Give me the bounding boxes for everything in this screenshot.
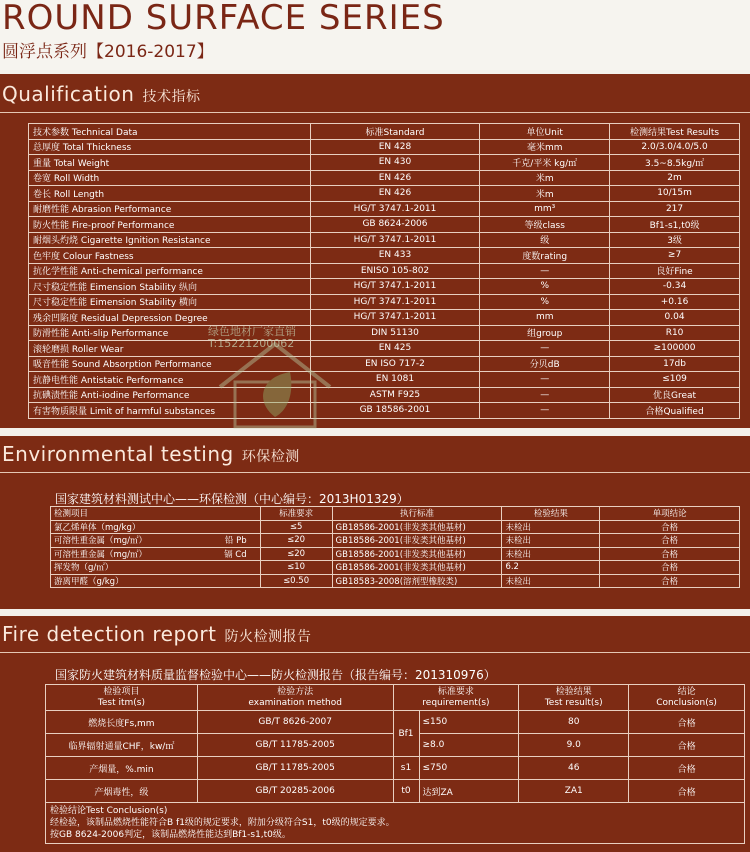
qualification-cell: 滚轮磨损 Roller Wear	[29, 341, 311, 357]
qualification-cell: mm³	[480, 201, 610, 217]
qualification-row	[29, 170, 740, 186]
fire-header-en: examination method	[248, 697, 342, 708]
fire-header-cn: 标准要求	[437, 686, 474, 697]
qualification-cell: 耐磨性能 Abrasion Performance	[29, 201, 311, 217]
qualification-title	[2, 82, 200, 106]
qualification-cell: HG/T 3747.1-2011	[310, 201, 480, 217]
watermark-line: T:15221200062	[208, 337, 295, 350]
qualification-cell: EN 430	[310, 155, 480, 171]
qualification-cell: —	[480, 372, 610, 388]
qualification-cell: 抗化学性能 Anti-chemical performance	[29, 263, 311, 279]
environmental-header-cell: 标准要求	[260, 507, 332, 521]
fire-title	[2, 622, 311, 646]
qualification-row	[29, 294, 740, 310]
environmental-cell: 合格	[600, 520, 740, 534]
qualification-cell: 优良Great	[610, 387, 740, 403]
qualification-row	[29, 341, 740, 357]
qualification-cell: GB 18586-2001	[310, 403, 480, 419]
fire-header-cell	[629, 685, 745, 711]
qualification-cell: GB 8624-2006	[310, 217, 480, 233]
qualification-row	[29, 403, 740, 419]
fire-conclusion-line: 按GB 8624-2006判定，该制品燃烧性能达到Bf1-s1,t0级。	[50, 830, 291, 840]
environmental-item: 游离甲醛（g/kg）	[54, 576, 124, 587]
fire-header-cell	[519, 685, 629, 711]
series-subtitle: 圆浮点系列【2016-2017】	[2, 42, 214, 62]
qualification-cell: 分贝dB	[480, 356, 610, 372]
environmental-header-cell: 单项结论	[600, 507, 740, 521]
fire-row	[46, 780, 745, 803]
qualification-cell: ASTM F925	[310, 387, 480, 403]
qualification-row	[29, 201, 740, 217]
qualification-row	[29, 263, 740, 279]
qualification-row	[29, 186, 740, 202]
fire-header-cell	[46, 685, 198, 711]
environmental-item-cell	[51, 547, 261, 561]
fire-header-cn: 检验结果	[555, 686, 592, 697]
qualification-cell: —	[480, 263, 610, 279]
qualification-section	[0, 74, 750, 428]
qualification-cell: EN 1081	[310, 372, 480, 388]
fire-result: 80	[519, 711, 629, 734]
fire-result: 9.0	[519, 734, 629, 757]
environmental-item-cell	[51, 561, 261, 575]
environmental-cell: ≤5	[260, 520, 332, 534]
qualification-cell: 2m	[610, 170, 740, 186]
qualification-cell: EN ISO 717-2	[310, 356, 480, 372]
qualification-header-cell: 检测结果Test Results	[610, 124, 740, 140]
qualification-cell: ≥100000	[610, 341, 740, 357]
qualification-cell: 米m	[480, 186, 610, 202]
fire-grade: s1	[393, 757, 419, 780]
fire-grade: t0	[393, 780, 419, 803]
environmental-item: 可溶性重金属（mg/㎡）	[54, 536, 148, 547]
qualification-cell: 防火性能 Fire-proof Performance	[29, 217, 311, 233]
environmental-header-cell: 检测项目	[51, 507, 261, 521]
qualification-cell: —	[480, 387, 610, 403]
fire-header-cn: 结论	[677, 686, 696, 697]
environmental-row	[51, 547, 740, 561]
qualification-cell: 良好Fine	[610, 263, 740, 279]
qualification-cell: 有害物质限量 Limit of harmful substances	[29, 403, 311, 419]
environmental-table	[50, 506, 740, 588]
qualification-header-row	[29, 124, 740, 140]
environmental-cell: GB18586-2001(非发类其他基材)	[332, 547, 502, 561]
qualification-cell: EN 433	[310, 248, 480, 264]
qualification-row	[29, 155, 740, 171]
fire-conclusion-title: 检验结论Test Conclusion(s)	[50, 806, 168, 816]
qualification-row	[29, 139, 740, 155]
fire-requirement: 达到ZA	[419, 780, 519, 803]
qualification-cell: DIN 51130	[310, 325, 480, 341]
fire-item: 临界辐射通量CHF，kw/㎡	[46, 734, 198, 757]
environmental-header-cell: 检验结果	[502, 507, 600, 521]
qualification-cell: 等级class	[480, 217, 610, 233]
environmental-title-cn: 环保检测	[241, 449, 300, 465]
environmental-cell: 未检出	[502, 534, 600, 548]
environmental-row	[51, 561, 740, 575]
fire-item: 燃烧长度Fs,mm	[46, 711, 198, 734]
qualification-cell: EN 428	[310, 139, 480, 155]
environmental-row	[51, 534, 740, 548]
qualification-row	[29, 356, 740, 372]
qualification-cell: ENISO 105-802	[310, 263, 480, 279]
qualification-cell: HG/T 3747.1-2011	[310, 279, 480, 295]
fire-header-en: Test itm(s)	[97, 697, 145, 708]
environmental-cell: 6.2	[502, 561, 600, 575]
environmental-cell: 合格	[600, 561, 740, 575]
environmental-section	[0, 436, 750, 609]
qualification-cell: %	[480, 294, 610, 310]
qualification-cell: HG/T 3747.1-2011	[310, 310, 480, 326]
qualification-cell: ≥7	[610, 248, 740, 264]
qualification-cell: HG/T 3747.1-2011	[310, 232, 480, 248]
qualification-header-cell: 单位Unit	[480, 124, 610, 140]
qualification-row	[29, 325, 740, 341]
qualification-row	[29, 232, 740, 248]
qualification-cell: HG/T 3747.1-2011	[310, 294, 480, 310]
qualification-cell: EN 426	[310, 186, 480, 202]
qualification-cell: 千克/平米 kg/㎡	[480, 155, 610, 171]
environmental-cell: GB18586-2001(非发类其他基材)	[332, 561, 502, 575]
fire-row	[46, 757, 745, 780]
fire-conclusion: 合格	[629, 711, 745, 734]
qualification-cell: EN 426	[310, 170, 480, 186]
qualification-cell: 重量 Total Weight	[29, 155, 311, 171]
watermark-text	[208, 326, 296, 350]
qualification-cell: 色牢度 Colour Fastness	[29, 248, 311, 264]
qualification-cell: 17db	[610, 356, 740, 372]
qualification-row	[29, 372, 740, 388]
environmental-title	[2, 442, 300, 466]
environmental-cell: 合格	[600, 534, 740, 548]
fire-conclusion-cell	[46, 803, 745, 844]
fire-method: GB/T 20285-2006	[197, 780, 393, 803]
qualification-table	[28, 123, 740, 419]
qualification-row	[29, 279, 740, 295]
fire-requirement: ≤750	[419, 757, 519, 780]
environmental-cell: 合格	[600, 547, 740, 561]
qualification-cell: -0.34	[610, 279, 740, 295]
environmental-item-cell	[51, 534, 261, 548]
fire-title-cn: 防火检测报告	[224, 629, 312, 645]
qualification-header-cell: 标准Standard	[310, 124, 480, 140]
qualification-row	[29, 310, 740, 326]
qualification-title-en: Qualification	[2, 82, 135, 106]
qualification-cell: 合格Qualified	[610, 403, 740, 419]
environmental-divider	[0, 472, 750, 473]
environmental-cell: 未检出	[502, 520, 600, 534]
environmental-cell: GB18586-2001(非发类其他基材)	[332, 520, 502, 534]
qualification-cell: EN 425	[310, 341, 480, 357]
fire-header-cell	[197, 685, 393, 711]
qualification-row	[29, 217, 740, 233]
qualification-divider	[0, 112, 750, 113]
environmental-row	[51, 520, 740, 534]
environmental-title-en: Environmental testing	[2, 442, 234, 466]
qualification-cell: 3级	[610, 232, 740, 248]
fire-title-en: Fire detection report	[2, 622, 217, 646]
fire-method: GB/T 11785-2005	[197, 734, 393, 757]
qualification-cell: %	[480, 279, 610, 295]
fire-method: GB/T 11785-2005	[197, 757, 393, 780]
watermark-line: 绿色地材厂家直销	[208, 325, 296, 338]
environmental-cell: 未检出	[502, 547, 600, 561]
fire-header-cn: 检验项目	[103, 686, 140, 697]
environmental-cell: 合格	[600, 574, 740, 588]
qualification-cell: 抗静电性能 Antistatic Performance	[29, 372, 311, 388]
fire-header-en: Test result(s)	[544, 697, 603, 708]
qualification-cell: 组group	[480, 325, 610, 341]
fire-table	[45, 684, 745, 844]
qualification-cell: 卷长 Roll Length	[29, 186, 311, 202]
series-title: ROUND SURFACE SERIES	[2, 0, 445, 38]
qualification-cell: 0.04	[610, 310, 740, 326]
fire-divider	[0, 652, 750, 653]
qualification-title-cn: 技术指标	[142, 89, 201, 105]
qualification-cell: 米m	[480, 170, 610, 186]
qualification-cell: 毫米mm	[480, 139, 610, 155]
qualification-header-cell: 技术参数 Technical Data	[29, 124, 311, 140]
qualification-cell: —	[480, 341, 610, 357]
environmental-element: 镉 Cd	[224, 549, 247, 560]
fire-conclusion-line: 经检验，该制品燃烧性能符合B f1级的规定要求，附加分级符合S1，t0级的规定要求。	[50, 818, 395, 828]
qualification-cell: R10	[610, 325, 740, 341]
fire-conclusion: 合格	[629, 757, 745, 780]
fire-row	[46, 711, 745, 734]
fire-method: GB/T 8626-2007	[197, 711, 393, 734]
fire-header-row	[46, 685, 745, 711]
environmental-cell: GB18586-2001(非发类其他基材)	[332, 534, 502, 548]
fire-result: 46	[519, 757, 629, 780]
qualification-cell: 抗碘渍性能 Anti-iodine Performance	[29, 387, 311, 403]
environmental-item: 氯乙烯单体（mg/kg）	[54, 522, 141, 533]
fire-section	[0, 616, 750, 852]
qualification-cell: mm	[480, 310, 610, 326]
fire-caption: 国家防火建筑材料质量监督检验中心——防火检测报告（报告编号：201310976）	[55, 668, 496, 682]
fire-conclusion-row	[46, 803, 745, 844]
qualification-cell: 总厚度 Total Thickness	[29, 139, 311, 155]
qualification-cell: 卷宽 Roll Width	[29, 170, 311, 186]
fire-header-en: Conclusion(s)	[656, 697, 717, 708]
qualification-cell: 残余凹陷度 Residual Depression Degree	[29, 310, 311, 326]
qualification-cell: 3.5~8.5kg/㎡	[610, 155, 740, 171]
environmental-cell: ≤10	[260, 561, 332, 575]
environmental-cell: ≤20	[260, 534, 332, 548]
qualification-cell: 尺寸稳定性能 Eimension Stability 横向	[29, 294, 311, 310]
fire-requirement: ≤150	[419, 711, 519, 734]
qualification-cell: 度数rating	[480, 248, 610, 264]
environmental-cell: GB18583-2008(溶剂型橡胶类)	[332, 574, 502, 588]
environmental-cell: 未检出	[502, 574, 600, 588]
fire-conclusion: 合格	[629, 734, 745, 757]
qualification-cell: +0.16	[610, 294, 740, 310]
qualification-cell: 2.0/3.0/4.0/5.0	[610, 139, 740, 155]
qualification-cell: ≤109	[610, 372, 740, 388]
qualification-cell: 级	[480, 232, 610, 248]
fire-requirement: ≥8.0	[419, 734, 519, 757]
qualification-cell: 10/15m	[610, 186, 740, 202]
environmental-item: 可溶性重金属（mg/㎡）	[54, 549, 148, 560]
environmental-header-row	[51, 507, 740, 521]
environmental-cell: ≤20	[260, 547, 332, 561]
fire-grade: Bf1	[393, 711, 419, 757]
environmental-header-cell: 执行标准	[332, 507, 502, 521]
qualification-cell: 尺寸稳定性能 Eimension Stability 纵向	[29, 279, 311, 295]
environmental-item-cell	[51, 520, 261, 534]
fire-conclusion: 合格	[629, 780, 745, 803]
qualification-cell: 耐烟头灼烧 Cigarette Ignition Resistance	[29, 232, 311, 248]
environmental-cell: ≤0.50	[260, 574, 332, 588]
environmental-element: 铅 Pb	[224, 536, 247, 547]
qualification-cell: Bf1-s1,t0级	[610, 217, 740, 233]
environmental-item-cell	[51, 574, 261, 588]
qualification-cell: 吸音性能 Sound Absorption Performance	[29, 356, 311, 372]
qualification-row	[29, 387, 740, 403]
environmental-caption: 国家建筑材料测试中心——环保检测（中心编号：2013H01329）	[55, 492, 409, 506]
qualification-row	[29, 248, 740, 264]
fire-item: 产烟毒性，级	[46, 780, 198, 803]
fire-header-cell	[393, 685, 519, 711]
header	[0, 0, 750, 70]
environmental-item: 挥发物（g/㎡）	[54, 563, 114, 574]
qualification-cell: —	[480, 403, 610, 419]
qualification-cell: 217	[610, 201, 740, 217]
fire-header-cn: 检验方法	[277, 686, 314, 697]
fire-item: 产烟量，%.min	[46, 757, 198, 780]
environmental-row	[51, 574, 740, 588]
fire-result: ZA1	[519, 780, 629, 803]
fire-header-en: requirement(s)	[422, 697, 490, 708]
qualification-cell: 防滑性能 Anti-slip Performance	[29, 325, 311, 341]
